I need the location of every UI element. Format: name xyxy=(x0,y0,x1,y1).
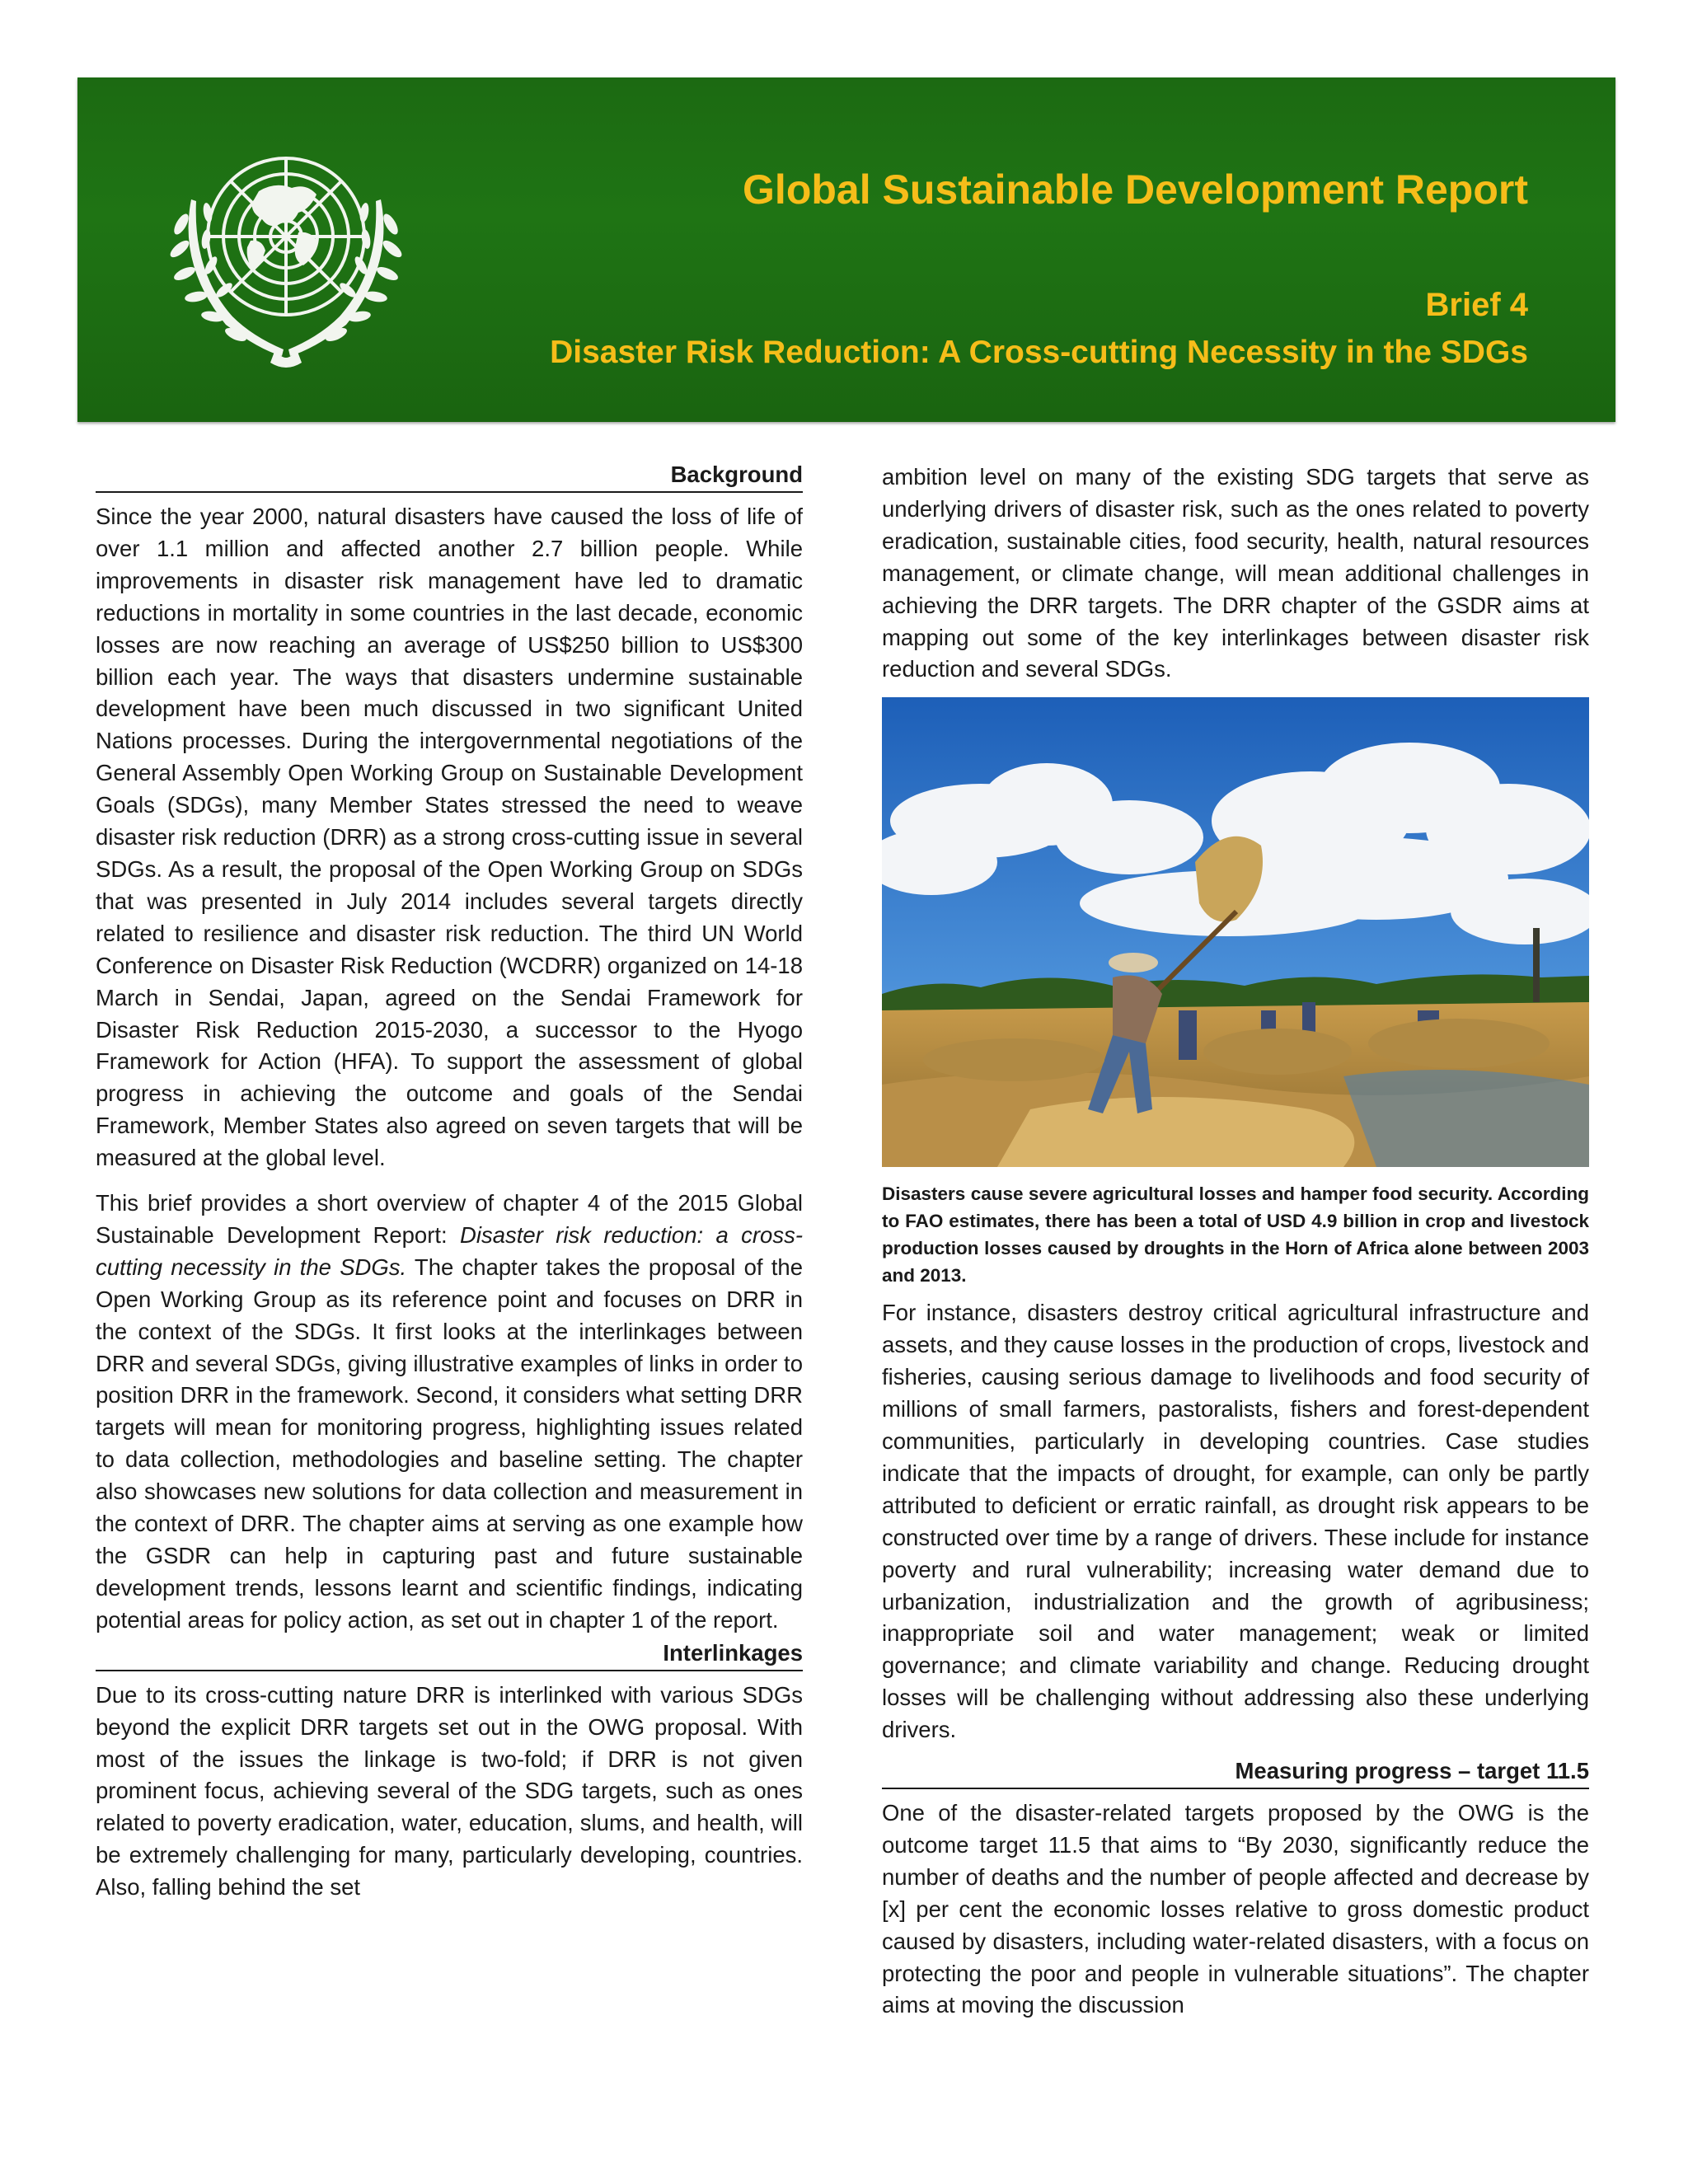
report-title: Global Sustainable Development Report xyxy=(743,166,1528,213)
background-heading: Background xyxy=(96,460,803,493)
interlinkages-continuation: ambition level on many of the existing SDG targets that serve as underlying drivers of disaster risk, such as the ones related to poverty eradication, sustainable cities, food security, health, natural resources management, or climate change, will mean additional challenges in achieving the DRR targets. The DRR chapter of the GSDR aims at mapping out some of the key interlinkages between disaster risk reduction and several SDGs. xyxy=(882,464,1589,682)
photo-caption: Disasters cause severe agricultural losses and hamper food security. According to FAO estimates, there has been a total of USD 4.9 billion in crop and livestock production losses caused by droughts in the Horn of Africa alone between 2003 and 2013. xyxy=(882,1183,1589,1286)
measuring-progress-paragraph: One of the disaster-related targets proposed by the OWG is the outcome target 11.5 that aims to “By 2030, significantly reduce the number of deaths and the number of people affected and decrease by [x] per cent the economic losses relative to gross domestic product caused by disasters, including water-related disasters, with a focus on protecting the poor and people in vulnerable situations”. The chapter aims at moving the discussion xyxy=(882,1800,1589,2018)
interlinkages-heading: Interlinkages xyxy=(96,1638,803,1671)
background-paragraph-1: Since the year 2000, natural disasters have caused the loss of life of over 1.1 million and affected another 2.7 billion people. While improvements in disaster risk management have led to dramatic reductions in mortality in some countries in the last decade, economic losses are now reaching an average of US$250 billion to US$300 billion each year. The ways that disasters undermine sustainable development have been much discussed in two significant United Nations processes. During the intergovernmental negotiations of the General Assembly Open Working Group on Sustainable Development Goals (SDGs), many Member States stressed the need to weave disaster risk reduction (DRR) as a strong cross-cutting issue in several SDGs. As a result, the proposal of the Open Working Group on SDGs that was presented in July 2014 includes several targets directly related to resilience and disaster risk reduction. The third UN World Conference on Disaster Risk Reduction (WCDRR) organized on 14-18 March in Sendai, Japan, agreed on the Sendai Framework for Disaster Risk Reduction 2015-2030, a successor to the Hyogo Framework for Action (HFA). To support the assessment of global progress in achieving the outcome and goals of the Sendai Framework, Member States also agreed on seven targets that will be measured at the global level. xyxy=(96,504,803,1171)
brief-number: Brief 4 xyxy=(1425,287,1528,323)
background-paragraph-2 xyxy=(96,1188,803,1637)
brief-subtitle: Disaster Risk Reduction: A Cross-cutting Necessity in the SDGs xyxy=(550,335,1528,370)
right-column xyxy=(882,462,1589,2022)
p2-rest: The chapter takes the proposal of the Open Working Group as its reference point and focuses on DRR in the context of the SDGs. It first looks at the interlinkages between DRR and several SDGs, giving illustrative examples of links in order to position DRR in the framework. Second, it considers what setting DRR targets will mean for monitoring progress, highlighting issues related to data collection, methodologies and baseline setting. The chapter also showcases new solutions for data collection and measurement in the context of DRR. The chapter aims at serving as one example how the GSDR can help in capturing past and future sustainable development trends, lessons learnt and scientific findings, indicating potential areas for policy action, as set out in chapter 1 of the report. xyxy=(96,1254,803,1633)
left-column xyxy=(96,460,803,1904)
measuring-progress-heading: Measuring progress – target 11.5 xyxy=(882,1756,1589,1789)
drought-paragraph: For instance, disasters destroy critical agricultural infrastructure and assets, and they cause losses in the production of crops, livestock and fisheries, causing serious damage to livelihoods and food security of millions of small farmers, pastoralists, fishers and forest-dependent communities, particularly in developing countries. Case studies indicate that the impacts of drought, for example, can only be partly attributed to deficient or erratic rainfall, as drought risk appears to be constructed over time by a range of drivers. These include for instance poverty and rural vulnerability; increasing water demand due to urbanization, industrialization and the growth of agribusiness; inappropriate soil and water management; weak or limited governance; and climate variability and change. Reducing drought losses will be challenging without addressing also these underlying drivers. xyxy=(882,1300,1589,1743)
farmers-threshing-photo xyxy=(882,697,1589,1167)
interlinkages-paragraph: Due to its cross-cutting nature DRR is interlinked with various SDGs beyond the explicit DRR targets set out in the OWG proposal. With most of the issues the linkage is two-fold; if DRR is not given prominent focus, achieving several of the SDG targets, such as ones related to poverty eradication, water, education, slums, and health, will be extremely challenging for many, particularly developing, countries. Also, falling behind the set xyxy=(96,1681,803,1900)
header-banner xyxy=(77,77,1615,422)
chapter-title-italic: Disaster risk reduction: a cross-cutting necessity in the SDGs. xyxy=(96,1221,803,1280)
p2-intro: This brief provides a short overview of chapter 4 of the 2015 Global Sustainable Development Report: xyxy=(96,1190,803,1248)
un-emblem-icon xyxy=(160,134,412,373)
